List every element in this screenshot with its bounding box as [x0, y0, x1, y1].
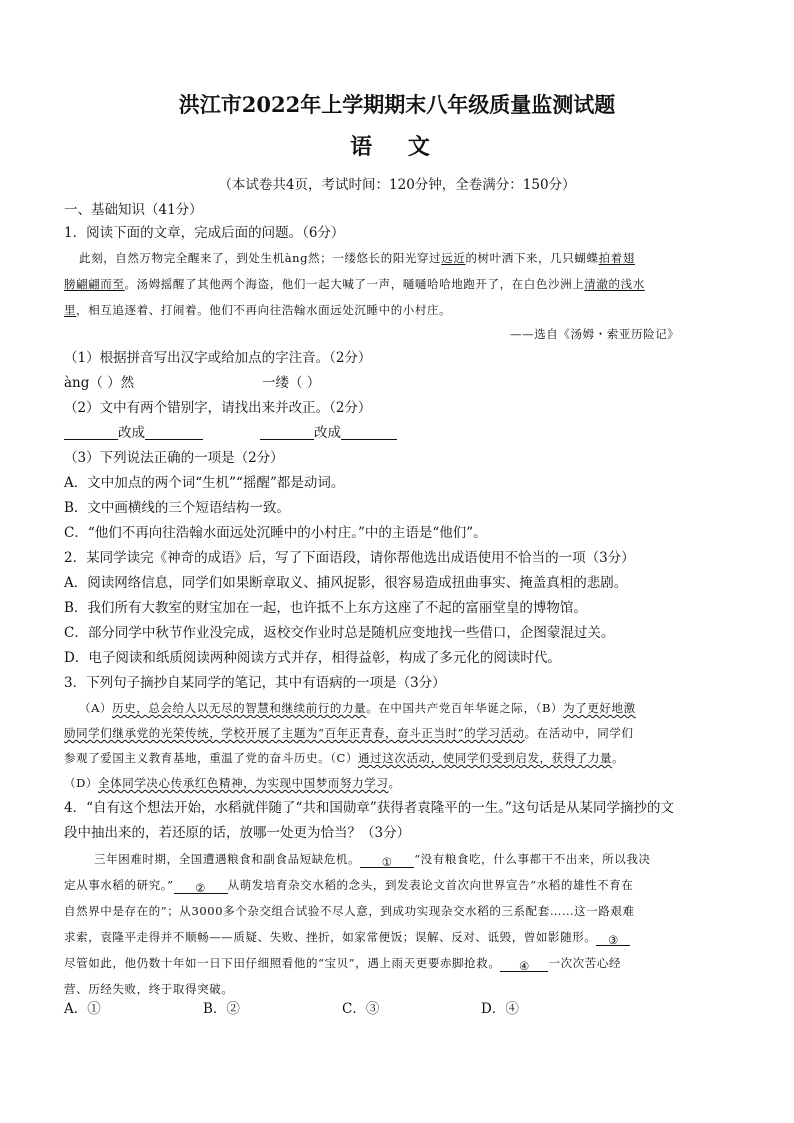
- q3-line-3: 参观了爱国主义教育基地，重温了党的奋斗历史。（C）通过这次活动，使同学们受到启发，获得了力量。: [64, 751, 625, 765]
- q1-passage-line-1: 此刻，自然万物完全醒来了，到处生机àng然；一缕悠长的阳光穿过远近的树叶洒下来，几只蝴蝶拍着翅: [79, 251, 635, 265]
- q2-option-c: C．部分同学中秋节作业没完成，返校交作业时总是随机应变地找一些借口，企图蒙混过关。: [64, 625, 615, 641]
- q4-stem-line-2: 段中抽出来的，若还原的话，放哪一处更为恰当？（3分）: [64, 825, 411, 841]
- q4-choice-c: C．③: [342, 1001, 380, 1017]
- section-heading: 一、基础知识（41分）: [64, 202, 203, 218]
- q1-sub1: （1）根据拼音写出汉字或给加点的字注音。（2分）: [64, 350, 372, 366]
- q4-passage-line-2: 定从事水稻的研究。” ② 从萌发培育杂交水稻的念头，到发表论文首次向世界宣告“水稻的雄性不育在: [64, 878, 634, 895]
- q1-stem: 1．阅读下面的文章，完成后面的问题。（6分）: [64, 225, 345, 241]
- q4-passage-line-1: 三年困难时期，全国遭遇粮食和副食品短缺危机。 ① “没有粮食吃，什么事都干不出来，所以我决: [94, 852, 651, 869]
- q2-option-b: B．我们所有大教室的财宝加在一起，也许抵不上东方这座了不起的富丽堂皇的博物馆。: [64, 600, 587, 616]
- q1-option-b: B．文中画横线的三个短语结构一致。: [64, 500, 290, 516]
- q1-sub1-blank-a: àng（ ）然: [64, 375, 135, 391]
- q4-choice-b: B．②: [203, 1001, 240, 1017]
- q3-line-4: （D）全体同学决心传承红色精神，为实现中国梦而努力学习。: [64, 776, 401, 790]
- q2-stem: 2．某同学读完《神奇的成语》后，写了下面语段，请你帮他选出成语使用不恰当的一项（3分）: [64, 550, 635, 566]
- q1-source: ——选自《汤姆・索亚历险记》: [510, 327, 680, 341]
- q1-option-a: A．文中加点的两个词“生机”“摇醒”都是动词。: [64, 475, 345, 491]
- q1-passage-line-3: 里，相互追逐着、打闹着。他们不再向往浩翰水面远处沉睡中的小村庄。: [64, 303, 452, 317]
- q4-stem-line-1: 4．“自有这个想法开始，水稻就伴随了“共和国勋章”获得者袁隆平的一生。”这句话是从某同学摘抄的文: [64, 800, 674, 816]
- exam-note: （本试卷共4页，考试时间：120分钟，全卷满分：150分）: [218, 177, 576, 193]
- subject-title: 语 文: [350, 134, 444, 160]
- exam-title: 洪江市2022年上学期期末八年级质量监测试题: [178, 92, 616, 117]
- q1-sub1-blank-b: 一缕（ ）: [262, 375, 321, 391]
- q1-sub3: （3）下列说法正确的一项是（2分）: [64, 450, 284, 466]
- q1-passage-line-2: 膀翩翩而至。汤姆摇醒了其他两个海盗，他们一起大喊了一声，嗵嗵哈哈地跑开了，在白色沙洲上清澈的浅水: [64, 277, 645, 291]
- q3-line-1: （A）历史，总会给人以无尽的智慧和继续前行的力量。在中国共产党百年华诞之际，（B）为了更好地激: [79, 701, 636, 715]
- q1-option-c: C．“他们不再向往浩翰水面远处沉睡中的小村庄。”中的主语是“他们”。: [64, 525, 487, 541]
- q4-passage-line-5: 尽管如此，他仍数十年如一日下田仔细照看他的“宝贝”，遇上雨天更要赤脚抢救。 ④ 一次次苦心经: [64, 956, 622, 973]
- q4-passage-line-4: 求索，袁隆平走得并不顺畅——质疑、失败、挫折，如家常便饭；误解、反对、诋毁，曾如影随形。 ③: [64, 928, 630, 946]
- q2-option-a: A．阅读网络信息，同学们如果断章取义、捕风捉影，很容易造成扭曲事实、掩盖真相的悲剧。: [64, 575, 628, 591]
- q4-passage-line-6: 营、历经失败，终于取得突破。: [64, 982, 234, 996]
- q1-sub2-fix-1: 改成: [64, 424, 203, 442]
- q4-choice-a: A．①: [64, 1001, 101, 1017]
- q3-stem: 3．下列句子摘抄自某同学的笔记，其中有语病的一项是（3分）: [64, 675, 446, 691]
- q1-sub2: （2）文中有两个错别字，请找出来并改正。（2分）: [64, 400, 372, 416]
- q3-line-2: 励同学们继承党的光荣传统，学校开展了主题为“百年正青春，奋斗正当时”的学习活动。在活动中，同学们: [64, 726, 634, 740]
- q4-passage-line-3: 自然界中是存在的”；从3000多个杂交组合试验不尽人意，到成功实现杂交水稻的三系配套……这一路艰难: [64, 904, 635, 918]
- q2-option-d: D．电子阅读和纸质阅读两种阅读方式并存，相得益彰，构成了多元化的阅读时代。: [64, 650, 561, 666]
- q4-choice-d: D．④: [481, 1001, 519, 1017]
- q1-sub2-fix-2: 改成: [260, 424, 397, 442]
